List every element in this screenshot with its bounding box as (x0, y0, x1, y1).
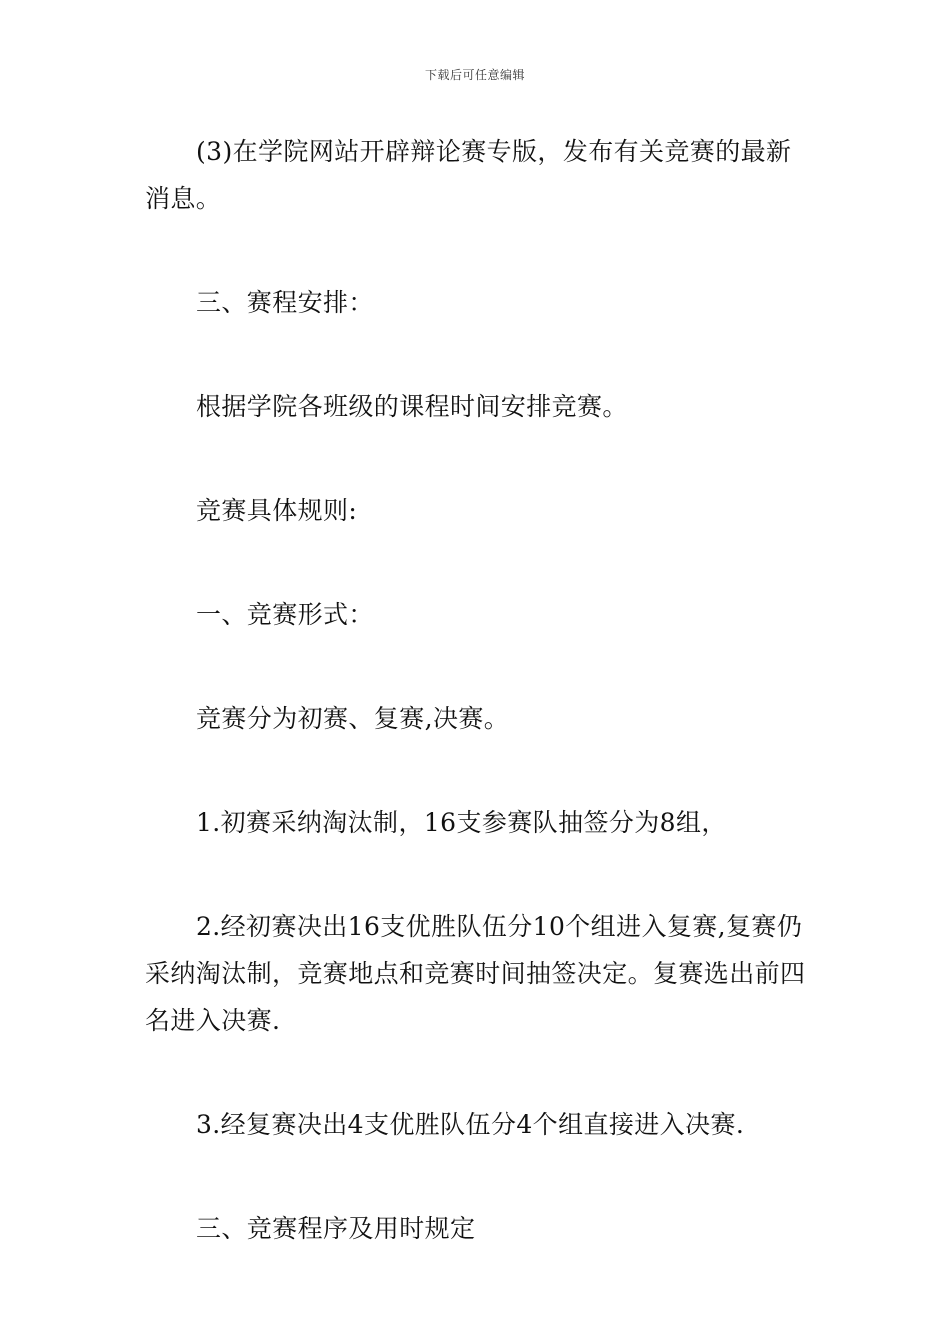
heading-schedule: 三、赛程安排： (196, 288, 374, 317)
paragraph-spacer (145, 326, 810, 383)
paragraph-website-column: (3)在学院网站开辟辩论赛专版，发布有关竞赛的最新消息。 (145, 137, 792, 213)
paragraph-second-round: 2.经初赛决出16支优胜队伍分10个组进入复赛,复赛仍采纳淘汰制，竞赛地点和竞赛时间抽签决定。复赛选出前四名进入决赛. (145, 912, 806, 1035)
paragraph-spacer (145, 222, 810, 279)
heading-format: 一、竞赛形式： (196, 600, 374, 629)
document-body (145, 128, 810, 1252)
paragraph-spacer (145, 846, 810, 903)
heading-rules: 竞赛具体规则: (196, 496, 358, 525)
paragraph-spacer (145, 638, 810, 695)
paragraph-rounds: 竞赛分为初赛、复赛,决赛。 (196, 704, 510, 733)
paragraph-spacer (145, 742, 810, 799)
paragraph-spacer (145, 430, 810, 487)
page-header: 下载后可任意编辑 (424, 68, 525, 82)
heading-procedure: 三、竞赛程序及用时规定 (196, 1214, 476, 1243)
paragraph-spacer (145, 1044, 810, 1101)
paragraph-spacer (145, 1148, 810, 1205)
paragraph-schedule-detail: 根据学院各班级的课程时间安排竞赛。 (196, 392, 628, 421)
paragraph-preliminary: 1.初赛采纳淘汰制，16支参赛队抽签分为8组， (196, 808, 727, 837)
paragraph-final: 3.经复赛决出4支优胜队伍分4个组直接进入决赛. (196, 1110, 745, 1139)
paragraph-spacer (145, 534, 810, 591)
